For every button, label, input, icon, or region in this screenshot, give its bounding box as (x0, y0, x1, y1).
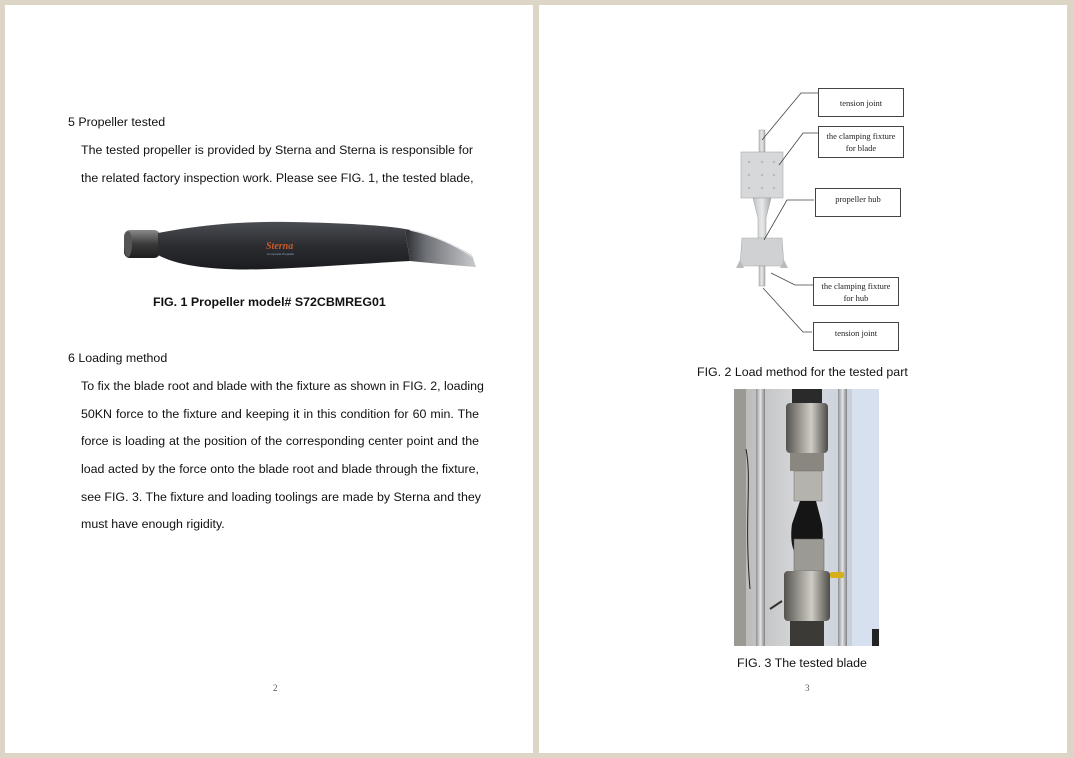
callout-leader-lines (539, 5, 1067, 405)
page-number: 2 (273, 683, 278, 693)
section-6-line-5: see FIG. 3. The fixture and loading toolings are made by Sterna and they (81, 490, 481, 504)
fig-1-caption: FIG. 1 Propeller model# S72CBMREG01 (153, 295, 386, 309)
page-2 (5, 5, 533, 753)
fig-3-caption: FIG. 3 The tested blade (737, 656, 867, 670)
page-3 (539, 5, 1067, 753)
label-tension-joint-bottom: tension joint (813, 322, 899, 351)
fig-2-caption: FIG. 2 Load method for the tested part (697, 365, 908, 379)
label-tension-joint-top: tension joint (818, 88, 904, 117)
label-propeller-hub: propeller hub (815, 188, 901, 217)
section-6-line-6: must have enough rigidity. (81, 517, 225, 531)
label-clamping-fixture-blade: the clamping fixture for blade (818, 126, 904, 158)
section-6-line-3: force is loading at the position of the corresponding center point and the (81, 434, 479, 448)
section-6-line-1: To fix the blade root and blade with the fixture as shown in FIG. 2, loading (81, 379, 484, 393)
section-6-line-2: 50KN force to the fixture and keeping it in this condition for 60 min. The (81, 407, 479, 421)
section-5-heading: 5 Propeller tested (68, 115, 166, 129)
label-clamping-fixture-hub: the clamping fixture for hub (813, 277, 899, 306)
sterna-logo-text: Sterna (266, 241, 294, 252)
section-5-line-1: The tested propeller is provided by Sterna and Sterna is responsible for (81, 143, 473, 157)
section-6-heading: 6 Loading method (68, 351, 168, 365)
propeller-blade-image (120, 217, 480, 277)
page-number: 3 (805, 683, 810, 693)
sterna-logo-subtext: Composite Propeller (267, 252, 295, 256)
section-5-line-2: the related factory inspection work. Please see FIG. 1, the tested blade, (81, 171, 474, 185)
tested-blade-photo (734, 389, 879, 646)
section-6-line-4: load acted by the force onto the blade root and blade through the fixture, (81, 462, 479, 476)
